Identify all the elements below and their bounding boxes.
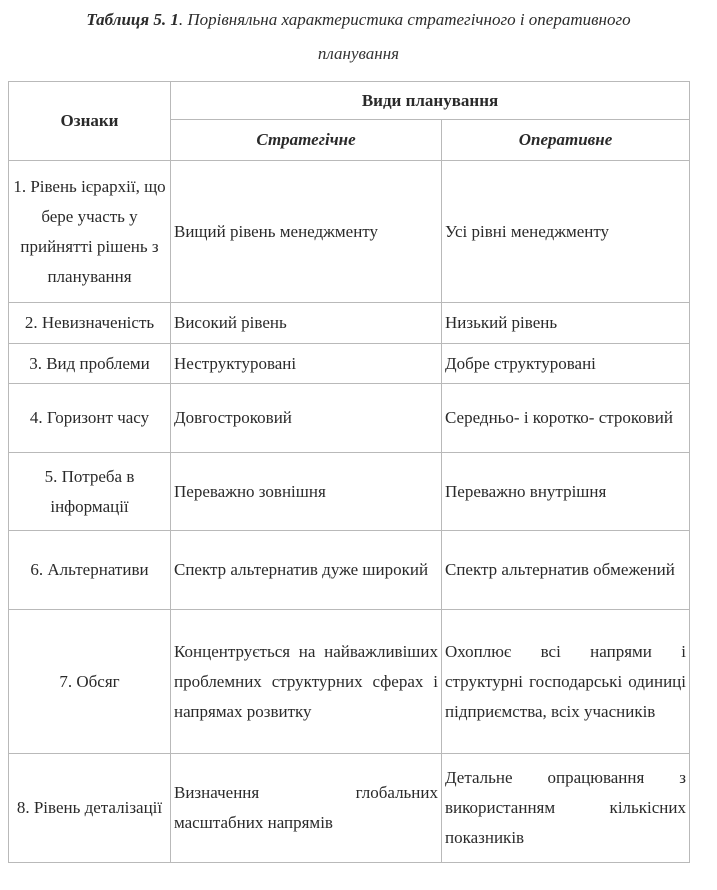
header-operational: Оперативне [442, 120, 690, 161]
strategic-cell: Вищий рівень менеджменту [171, 161, 442, 303]
sign-cell: 4. Горизонт часу [9, 384, 171, 453]
sign-cell: 5. Потреба в інформації [9, 453, 171, 531]
strategic-cell: Переважно зовнішня [171, 453, 442, 531]
sign-cell: 2. Невизначеність [9, 303, 171, 344]
header-strategic: Стратегічне [171, 120, 442, 161]
caption-text: . Порівняльна характеристика стратегічного і оперативного [178, 10, 631, 29]
strategic-cell: Довгостроковий [171, 384, 442, 453]
strategic-cell: Визначення глобальних масштабних напрямів [171, 754, 442, 863]
operational-cell: Добре структуровані [442, 344, 690, 384]
sign-cell: 3. Вид проблеми [9, 344, 171, 384]
operational-cell: Низький рівень [442, 303, 690, 344]
caption-text-continued: планування [317, 44, 400, 63]
operational-cell: Спектр альтернатив обмежений [442, 531, 690, 610]
strategic-cell: Спектр альтернатив дуже широкий [171, 531, 442, 610]
sign-cell: 1. Рівень ієрархії, що бере участь у прийнятті рішень з планування [9, 161, 171, 303]
strategic-cell: Високий рівень [171, 303, 442, 344]
operational-cell: Охоплює всі напрями і структурні господарські одиниці підприємства, всіх учасників [442, 610, 690, 754]
operational-cell: Детальне опрацювання з використанням кількісних показників [442, 754, 690, 863]
table-row [9, 344, 690, 384]
sign-cell: 8. Рівень деталізації [9, 754, 171, 863]
sign-cell: 6. Альтернативи [9, 531, 171, 610]
operational-cell: Середньо- і коротко- строковий [442, 384, 690, 453]
sign-cell: 7. Обсяг [9, 610, 171, 754]
operational-cell: Переважно внутрішня [442, 453, 690, 531]
table-row [9, 453, 690, 531]
header-planning-types: Види планування [171, 82, 690, 120]
comparison-table [8, 81, 690, 863]
operational-cell: Усі рівні менеджменту [442, 161, 690, 303]
table-row [9, 384, 690, 453]
table-caption [0, 10, 717, 30]
header-row [9, 82, 690, 120]
table-row [9, 610, 690, 754]
table-row [9, 754, 690, 863]
table-row [9, 531, 690, 610]
table-row [9, 303, 690, 344]
strategic-cell: Неструктуровані [171, 344, 442, 384]
table-row [9, 161, 690, 303]
strategic-cell: Концентрується на найважливіших проблемних структурних сферах і напрямах розвитку [171, 610, 442, 754]
header-signs: Ознаки [9, 82, 171, 161]
caption-label: Таблиця 5. 1 [86, 10, 179, 29]
